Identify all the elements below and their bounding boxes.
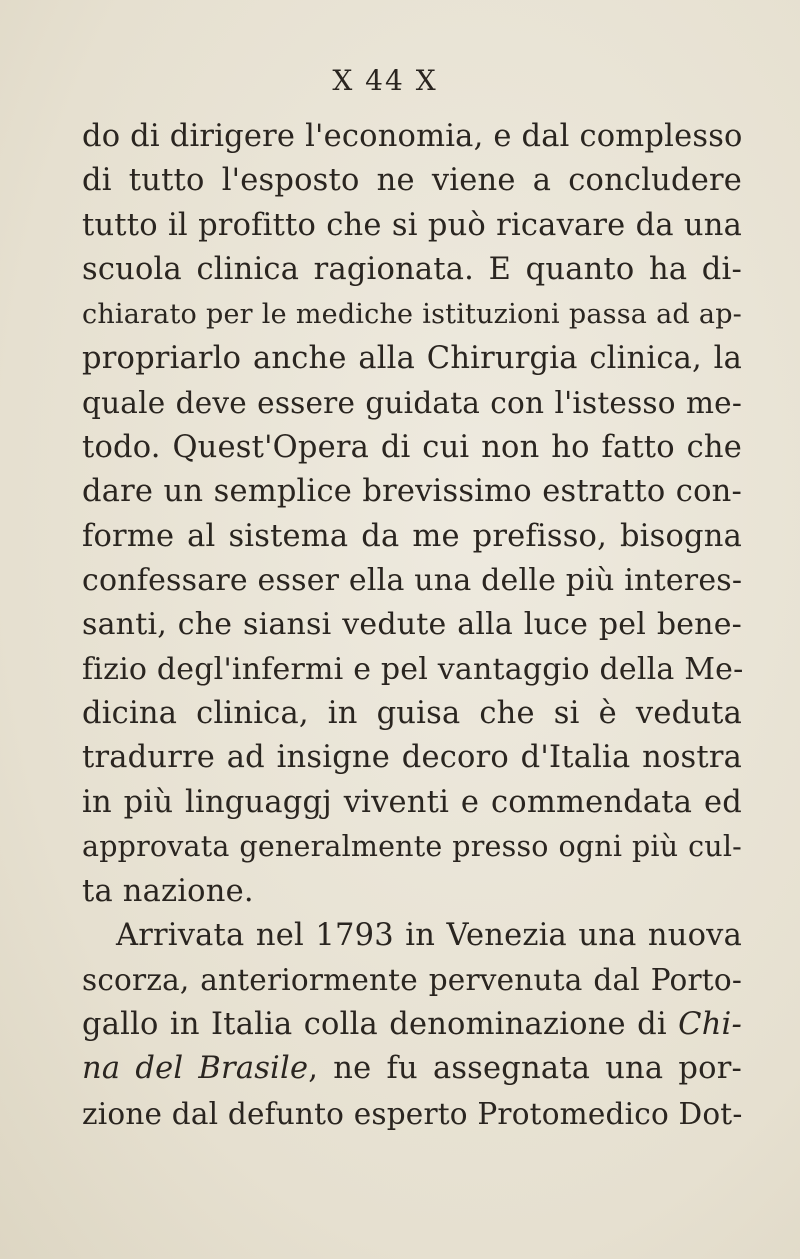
text-line [82,648,742,692]
text-line [82,159,742,203]
text-line [82,825,742,869]
text-line [82,692,742,736]
text-line [82,1092,742,1136]
text-line [82,870,742,914]
body-text [82,115,742,1136]
text-segment: todo. Quest'Opera di cui non ho fatto che [82,429,742,465]
text-line [82,470,742,514]
text-segment: Arrivata nel 1793 in Venezia una nuova [116,918,742,954]
text-segment: scorza, anteriormente pervenuta dal Porto- [82,963,742,998]
text-segment: in più linguaggj viventi e commendata ed [82,784,742,820]
text-segment: quale deve essere guidata con l'istesso me- [82,386,742,421]
text-line [82,914,742,958]
text-line [82,381,742,425]
text-line [82,1047,742,1091]
text-line [82,515,742,559]
text-line [82,426,742,470]
text-segment: na del Brasile [82,1051,309,1087]
text-line [82,781,742,825]
text-segment: zione dal defunto esperto Protomedico Dot- [82,1096,743,1131]
text-segment: do di dirigere l'economia, e dal complesso [82,119,743,154]
text-segment: chiarato per le mediche istituzioni passa ad ap- [82,298,742,330]
text-segment: propriarlo anche alla Chirurgia clinica, la [82,340,742,376]
text-line [82,958,742,1002]
text-line [82,337,742,381]
text-segment: approvata generalmente presso ogni più cul- [82,830,742,864]
text-segment: ta nazione. [82,873,254,909]
text-segment: dicina clinica, in guisa che si è veduta [82,696,742,732]
page-number: X 44 X [332,64,438,97]
text-segment: confessare esser ella una delle più interes- [82,562,743,598]
text-line [82,603,742,647]
text-segment: forme al sistema da me prefisso, bisogna [82,518,742,554]
text-segment: Chi- [678,1006,742,1042]
text-segment: santi, che siansi vedute alla luce pel bene- [82,607,742,643]
text-segment: fizio degl'infermi e pel vantaggio della Me- [82,651,744,687]
text-segment: scuola clinica ragionata. E quanto ha di- [82,252,742,288]
text-line [82,293,742,337]
text-segment: tradurre ad insigne decoro d'Italia nostra [82,740,742,776]
text-line [82,1003,742,1047]
text-line [82,204,742,248]
text-line [82,248,742,292]
page-header [0,66,800,96]
text-line [82,736,742,780]
text-segment: dare un semplice brevissimo estratto con- [82,474,742,510]
text-line [82,559,742,603]
text-segment: gallo in Italia colla denominazione di [82,1006,679,1042]
text-line [82,115,742,159]
text-segment: di tutto l'esposto ne viene a concludere [82,163,742,199]
text-segment: tutto il profitto che si può ricavare da una [82,207,742,243]
text-segment: , ne fu assegnata una por- [308,1051,742,1087]
